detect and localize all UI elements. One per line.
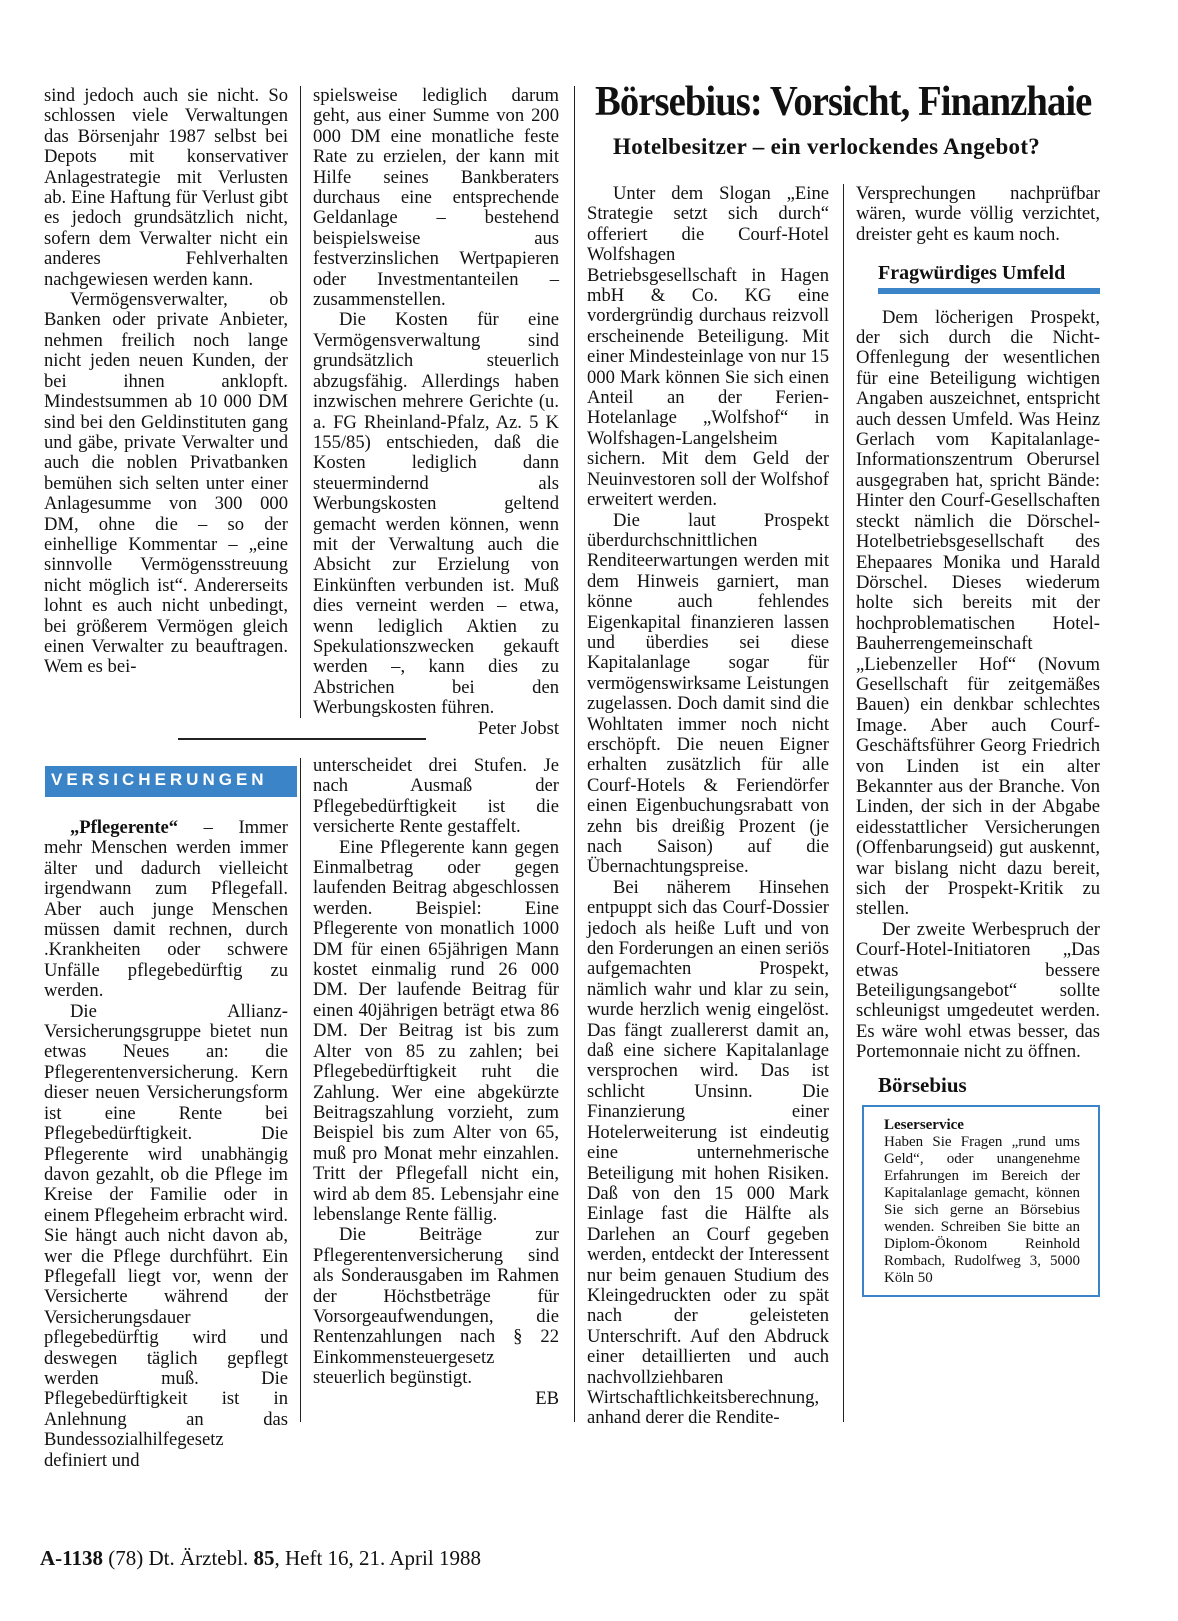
leserservice-box	[862, 1105, 1100, 1297]
paragraph: Versprechungen nachprüfbar wären, wurde völlig verzichtet, dreister geht es kaum noch.	[856, 183, 1100, 245]
author: EB	[535, 1387, 559, 1409]
paragraph: spielsweise lediglich darum geht, aus einer Summe von 200 000 DM eine monatliche feste Rate zu erzielen, der kann mit Hilfe seines Bankberaters durchaus eine entsprechende Geldanlage – bestehend beispielsweise aus festverzinslichen Wertpapieren oder Investmentanteilen – zusammenstellen.	[313, 85, 559, 311]
paragraph: Vermögensverwalter, ob Banken oder private Anbieter, nehmen freilich noch lange nicht jeden neuen Kunden, der bei ihnen anklopft. Mindestsummen ab 10 000 DM sind bei den Geldinstituten gang und gäbe, private Verwalter und auch die noblen Privatbanken bemühen sich selten unter einer Anlagesumme von 300 000 DM, ohne die – so der einhellige Kommentar – „eine sinnvolle Vermögensstreuung nicht möglich ist“. Andererseits lohnt es auch nicht unbedingt, bei größerem Vermögen gleich einen Verwalter zu beauftragen. Wem es bei-	[44, 289, 288, 678]
paragraph: sind jedoch auch sie nicht. So schlossen viele Verwaltungen das Börsenjahr 1987 selbst bei Depots mit konservativer Anlagestrategie mit Verlusten ab. Eine Haftung für Verlust gibt es jedoch grundsätzlich nicht, sofern dem Verwalter nicht ein anderes Fehlverhalten nachgewiesen werden kann.	[44, 85, 288, 290]
page-number: A-1138	[40, 1546, 103, 1570]
paragraph: Der zweite Werbespruch der Courf-Hotel-Initiatoren „Das etwas bessere Beteiligungsangebot“ sollte schleunigst umgedeutet werden. Es wäre wohl etwas besser, das Portemonnaie nicht zu öffnen.	[856, 918, 1100, 1063]
insurance-col-2	[313, 756, 559, 1409]
section-heading: Fragwürdiges Umfeld	[878, 262, 1066, 285]
paragraph: Eine Pflegerente kann gegen Einmalbetrag oder gegen laufenden Beitrag abgeschlossen werden. Beispiel: Eine Pflegerente von monatlich 1000 DM für einen 65jährigen Mann kostet einmalig rund 26 000 DM. Der laufende Beitrag für einen 40jährigen beträgt etwa 86 DM. Der Beitrag ist bis zum Alter von 85 zu zahlen; bei Pflegebedürftigkeit ruht die Zahlung. Wer eine abgekürzte Beitragszahlung vorzieht, zum Beispiel bis zum Alter von 65, muß pro Monat mehr einzahlen. Tritt der Pflegefall nicht ein, wird ab dem 85. Lebensjahr eine lebenslange Rente fällig.	[313, 836, 559, 1225]
box-title: Leserservice	[884, 1117, 964, 1134]
rubric-underline	[45, 794, 297, 797]
rubric-versicherungen: VERSICHERUNGEN	[45, 766, 297, 794]
column-rule	[300, 758, 301, 1422]
paragraph: Dem löcherigen Prospekt, der sich durch die Nicht-Offenlegung der wesentlichen für eine Beteiligung wichtigen Angaben auszeichnet, entspricht auch dessen Umfeld. Was Heinz Gerlach vom Kapitalanlage-Informationszentrum Oberursel ausgegraben hat, spricht Bände: Hinter den Courf-Gesellschaften steckt nämlich die Dörschel-Hotelbetriebsgesellschaft des Ehepaares Monika und Harald Dörschel. Dieses wiederum holte sich bereits mit der hochproblematischen Hotel-Bauherrengemeinschaft „Liebenzeller Hof“ (Novum Gesellschaft für zeitgemäßes Bauen) ein denkbar schlechtes Image. Aber auch Courf-Geschäftsführer Georg Friedrich von Linden ist ein alter Bekannter aus der Branche. Von Linden, der sich in der Abgabe eidesstattlicher Versicherungen (Offenbarungseid) gut auskennt, war bislang nicht dazu bereit, sich der Prospekt-Kritik zu stellen.	[856, 306, 1100, 920]
heading-bar	[878, 288, 1100, 294]
volume: 85	[253, 1546, 275, 1570]
insurance-col-1	[44, 818, 288, 1471]
paragraph: Bei näherem Hinsehen entpuppt sich das Courf-Dossier jedoch als heiße Luft und von den Forderungen an einen seriös aufgemachten Prospekt, nämlich wahr und klar zu sein, wurde herzlich wenig eingelöst. Das fängt zuallererst damit an, daß eine sichere Kapitalanlage versprochen wird. Das ist schlicht Unsinn. Die Finanzierung einer Hotelerweiterung ist eindeutig eine unternehmerische Beteiligung mit hohen Risiken. Daß von den 15 000 Mark Einlage fast die Hälfte als Darlehen an Courf gegeben werden, entdeckt der Interessent nur beim genauen Studium des Kleingedruckten oder zu spät nach der geleisteten Unterschrift. Auf den Abdruck einer detaillierten und auch nachvollziehbaren Wirtschaftlichkeitsberechnung, anhand derer die Rendite-	[587, 876, 829, 1429]
article-col-2	[313, 86, 559, 739]
paragraph: Unter dem Slogan „Eine Strategie setzt sich durch“ offeriert die Courf-Hotel Wolfshagen Betriebsgesellschaft in Hagen mbH & Co. KG eine vordergründig durchaus reizvoll erscheinende Beteiligung. Mit einer Mindesteinlage von nur 15 000 Mark können Sie sich einen Anteil an der Ferien-Hotelanlage „Wolfshof“ in Wolfshagen-Langelsheim sichern. Mit dem Geld der Neuinvestoren soll der Wolfshof erweitert werden.	[587, 183, 829, 511]
lead-text: – Immer mehr Menschen werden immer älter und dadurch vielleicht irgendwann zum Pflegefall. Aber auch junge Menschen müssen damit rechnen, durch .Krankheiten oder schwere Unfälle pflegebedürftig zu werden.	[44, 817, 288, 1002]
paragraph: Die laut Prospekt überdurchschnittlichen Renditeerwartungen werden mit dem Hinweis garniert, man könne auch fehlendes Eigenkapital finanzieren lassen und überdies sei diese Kapitalanlage sogar für vermögenswirksame Leistungen zugelassen. Doch damit sind die Wohltaten immer noch nicht erschöpft. Die neuen Eigner erhalten zusätzlich für alle Courf-Hotels & Feriendörfer einen Eigenbuchungsrabatt von zehn bis dreißig Prozent (je nach Saison) auf die Übernachtungspreise.	[587, 509, 829, 878]
paragraph: Die Allianz-Versicherungsgruppe bietet nun etwas Neues an: die Pflegerentenversicherung. Kern dieser neuen Versicherungsform ist eine Rente bei Pflegebedürftigkeit. Die Pflegerente wird unabhängig davon gezahlt, ob die Pflege im Kreise der Familie oder in einem Pflegeheim erbracht wird. Sie hängt auch nicht davon ab, wer die Pflege durchführt. Ein Pflegefall liegt vor, wenn der Versicherte während der Versicherungsdauer pflegebedürftig wird und deswegen täglich gepflegt werden muß. Die Pflegebedürftigkeit ist in Anlehnung an das Bundessozialhilfegesetz definiert und	[44, 1000, 288, 1471]
paragraph: Die Kosten für eine Vermögensverwaltung sind grundsätzlich steuerlich abzugsfähig. Allerdings haben inzwischen mehrere Gerichte (u. a. FG Rheinland-Pfalz, Az. 5 K 155/85) entschieden, daß die Kosten lediglich dann steuermindernd als Werbungskosten geltend gemacht werden können, wenn mit der Verwaltung auch die Absicht zur Erzielung von Einkünften verbunden ist. Muß dies verneint werden – etwa, wenn lediglich Aktien zu Spekulationszwecken gekauft werden –, kann dies zu Abstrichen bei den Werbungskosten führen.	[313, 309, 559, 719]
section-divider	[178, 738, 426, 740]
boersebius-col-1	[587, 184, 829, 1429]
author: Peter Jobst	[477, 717, 559, 739]
paragraph: unterscheidet drei Stufen. Je nach Ausmaß der Pflegebedürftigkeit ist die versicherte Rente gestaffelt.	[313, 755, 559, 838]
page-footer	[40, 1546, 481, 1571]
boersebius-col-2	[856, 184, 1100, 1297]
column-rule	[574, 86, 575, 1422]
column-rule	[843, 184, 844, 1422]
paragraph	[44, 818, 288, 1002]
headline: Börsebius: Vorsicht, Finanzhaie	[595, 79, 1092, 125]
box-text: Haben Sie Fragen „rund ums Geld“, oder unangenehme Erfahrungen im Bereich der Kapitalanlage gemacht, können Sie sich gerne an Börsebius wenden. Schreiben Sie bitte an Diplom-Ökonom Reinhold Rombach, Rudolfweg 3, 5000 Köln 50	[884, 1134, 1080, 1287]
article-col-1	[44, 86, 288, 678]
column-rule	[300, 86, 301, 718]
paragraph: Die Beiträge zur Pflegerentenversicherung sind als Sonderausgaben im Rahmen der Höchstbeträge für Vorsorgeaufwendungen, die Rentenzahlungen nach § 22 Einkommensteuergesetz steuerlich begünstigt.	[313, 1224, 559, 1389]
subheadline: Hotelbesitzer – ein verlockendes Angebot?	[613, 134, 1041, 159]
lead-term: „Pflegerente“	[70, 817, 179, 838]
signature: Börsebius	[878, 1072, 967, 1097]
journal-ref: (78) Dt. Ärztebl.	[103, 1546, 254, 1570]
issue-date: , Heft 16, 21. April 1988	[274, 1546, 481, 1570]
